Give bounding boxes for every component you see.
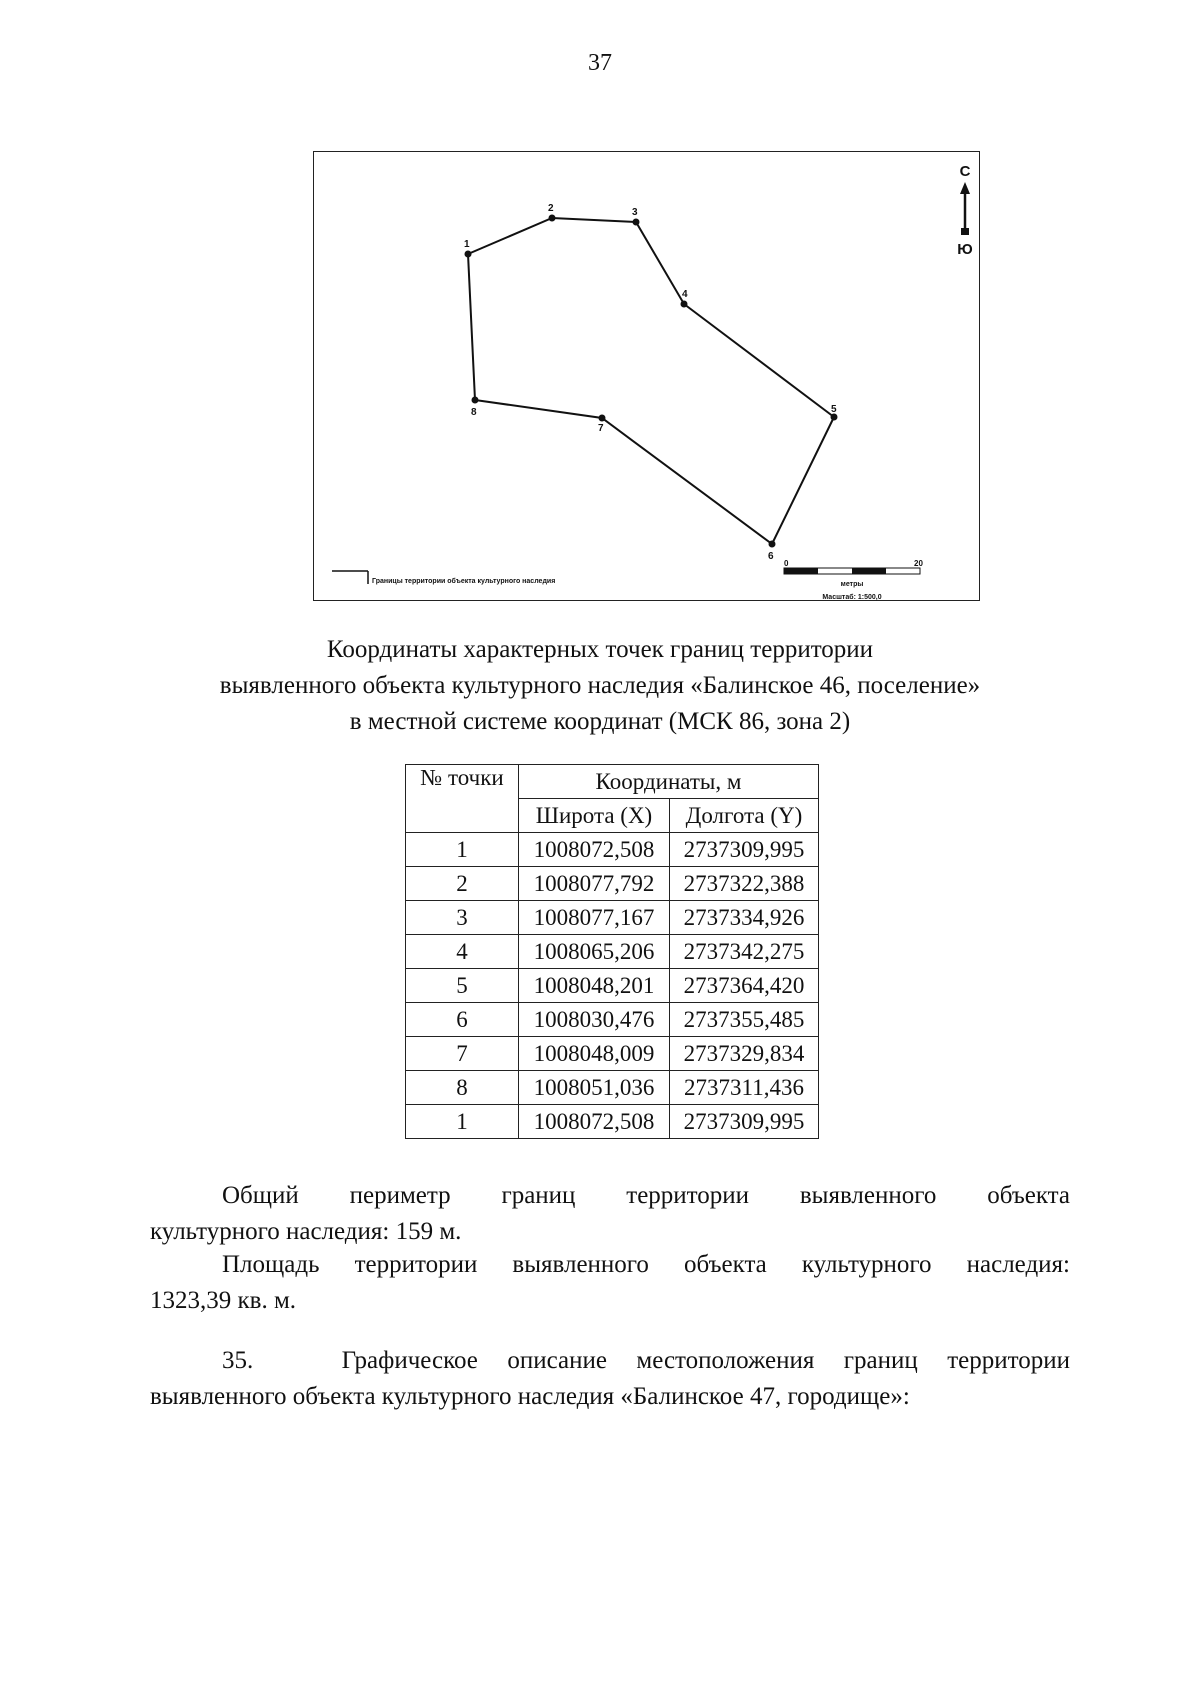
y-cell: 2737364,420 (670, 969, 819, 1003)
heading-line-1: Координаты характерных точек границ территории (326, 636, 874, 663)
point-cell: 1 (406, 1105, 519, 1139)
table-row (406, 833, 819, 867)
table-row (406, 1003, 819, 1037)
header-coordinates: Координаты, м (519, 765, 819, 799)
map-legend (332, 571, 555, 585)
point-label-5: 5 (831, 404, 837, 415)
page-number: 37 (588, 50, 612, 76)
boundary-vertices (465, 215, 838, 548)
point-label-7: 7 (598, 423, 604, 434)
y-cell: 2737322,388 (670, 867, 819, 901)
y-cell: 2737309,995 (670, 833, 819, 867)
x-cell: 1008048,201 (519, 969, 670, 1003)
perimeter-line-2: культурного наследия: 159 м. (150, 1218, 462, 1245)
territory-boundary-polygon (468, 218, 834, 544)
x-cell: 1008077,167 (519, 901, 670, 935)
point-label-8: 8 (471, 407, 477, 418)
x-cell: 1008030,476 (519, 1003, 670, 1037)
table-row (406, 867, 819, 901)
legend-text: Границы территории объекта культурного наследия (372, 578, 556, 585)
area-paragraph (150, 1247, 1070, 1319)
point-cell: 5 (406, 969, 519, 1003)
y-cell: 2737334,926 (670, 901, 819, 935)
point-label-6: 6 (768, 551, 774, 562)
coordinates-heading (130, 632, 1070, 740)
heading-line-2: выявленного объекта культурного наследия «Балинское 46, поселение» (219, 672, 981, 699)
area-line-2: 1323,39 кв. м. (150, 1287, 297, 1314)
header-latitude-x: Широта (X) (519, 799, 670, 833)
point-label-4: 4 (682, 289, 688, 300)
heading-line-3: в местной системе координат (МСК 86, зона 2) (349, 708, 851, 735)
table-row (406, 1037, 819, 1071)
x-cell: 1008048,009 (519, 1037, 670, 1071)
vertex-3 (633, 219, 640, 226)
vertex-8 (472, 397, 479, 404)
y-cell: 2737342,275 (670, 935, 819, 969)
scale-bar (784, 559, 923, 601)
perimeter-line-1: Общий периметр границ территории выявленного объекта (222, 1182, 1070, 1209)
perimeter-paragraph (150, 1178, 1070, 1250)
x-cell: 1008077,792 (519, 867, 670, 901)
y-cell: 2737311,436 (670, 1071, 819, 1105)
coordinates-table (405, 764, 819, 1139)
point-cell: 4 (406, 935, 519, 969)
y-cell: 2737329,834 (670, 1037, 819, 1071)
point-cell: 2 (406, 867, 519, 901)
table-row (406, 969, 819, 1003)
north-label: С (959, 163, 971, 180)
header-point-number: № точки (406, 765, 519, 833)
point-label-2: 2 (548, 203, 554, 214)
x-cell: 1008065,206 (519, 935, 670, 969)
area-line-1: Площадь территории выявленного объекта культурного наследия: (222, 1251, 1070, 1278)
boundary-map (313, 151, 980, 601)
scale-end: 20 (914, 559, 923, 568)
section-line-1: 35. Графическое описание местоположения границ территории (222, 1347, 1070, 1374)
table-row (406, 935, 819, 969)
scale-text: Масштаб: 1:500,0 (822, 594, 882, 601)
vertex-7 (599, 415, 606, 422)
x-cell: 1008072,508 (519, 1105, 670, 1139)
header-longitude-y: Долгота (Y) (670, 799, 819, 833)
y-cell: 2737355,485 (670, 1003, 819, 1037)
vertex-4 (681, 301, 688, 308)
point-label-3: 3 (632, 207, 638, 218)
section-line-2: выявленного объекта культурного наследия «Балинское 47, городище»: (150, 1383, 910, 1410)
point-cell: 8 (406, 1071, 519, 1105)
point-cell: 6 (406, 1003, 519, 1037)
north-arrow-icon (957, 163, 972, 258)
x-cell: 1008072,508 (519, 833, 670, 867)
table-row (406, 1071, 819, 1105)
y-cell: 2737309,995 (670, 1105, 819, 1139)
scale-unit: метры (840, 581, 864, 588)
vertex-6 (769, 541, 776, 548)
x-cell: 1008051,036 (519, 1071, 670, 1105)
vertex-1 (465, 251, 472, 258)
point-cell: 1 (406, 833, 519, 867)
point-cell: 3 (406, 901, 519, 935)
point-label-1: 1 (464, 239, 470, 250)
table-row (406, 1105, 819, 1139)
table-row (406, 901, 819, 935)
section-35-paragraph (150, 1343, 1070, 1415)
scale-start: 0 (784, 559, 789, 568)
point-cell: 7 (406, 1037, 519, 1071)
south-label: Ю (957, 241, 973, 258)
vertex-2 (549, 215, 556, 222)
